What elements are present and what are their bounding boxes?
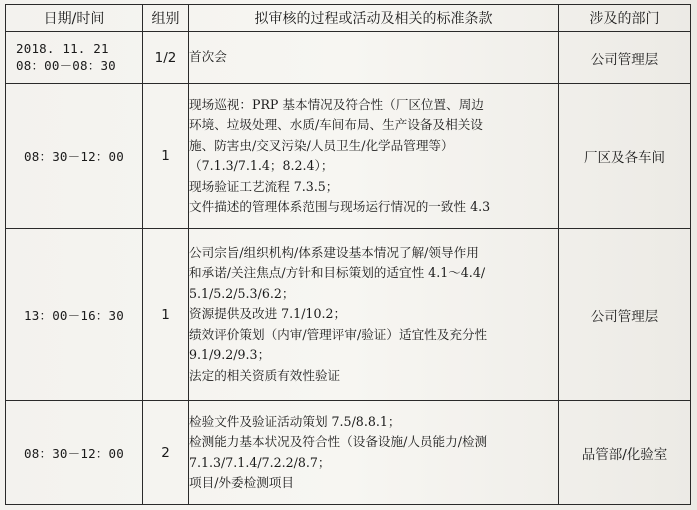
- dept-cell: 公司管理层: [559, 32, 691, 84]
- content-line: 公司宗旨/组织机构/体系建设基本情况了解/领导作用: [189, 244, 479, 260]
- dept-cell: 品管部/化验室: [559, 401, 691, 505]
- content-line: 9.1/9.2/9.3；: [189, 347, 271, 363]
- group-cell: 1: [143, 84, 189, 229]
- dept-cell: 厂区及各车间: [559, 84, 691, 229]
- time-cell: [6, 32, 143, 84]
- header-row: [6, 5, 691, 32]
- content-line: 首次会: [189, 49, 227, 65]
- content-line: 5.1/5.2/5.3/6.2；: [189, 285, 295, 301]
- header-content: 拟审核的过程或活动及相关的标准条款: [189, 5, 559, 32]
- content-cell: [189, 229, 559, 401]
- content-cell: [189, 32, 559, 84]
- content-line: 检测能力基本状况及符合性（设备设施/人员能力/检测: [189, 434, 488, 449]
- table-row: [6, 84, 691, 229]
- content-line: 法定的相关资质有效性验证: [189, 367, 341, 383]
- time-date: 2018. 11. 21: [16, 41, 109, 56]
- content-line: 绩效评价策划（内审/管理评审/验证）适宜性及充分性: [189, 326, 488, 342]
- header-time: 日期/时间: [6, 5, 143, 32]
- time-cell: [6, 84, 143, 229]
- time-cell: [6, 401, 143, 505]
- time-range: 08：30－12：00: [24, 149, 124, 164]
- content-line: 检验文件及验证活动策划 7.5/8.8.1；: [189, 413, 401, 429]
- content-line: 项目/外委检测项目: [189, 475, 294, 490]
- time-range: 08：00－08：30: [16, 58, 116, 73]
- table-row: [6, 401, 691, 505]
- content-line: 和承诺/关注焦点/方针和目标策划的适宜性 4.1～4.4/: [189, 265, 486, 281]
- header-group: 组别: [143, 5, 189, 32]
- dept-cell: 公司管理层: [559, 229, 691, 401]
- time-range: 08：30－12：00: [24, 445, 124, 461]
- time-cell: [6, 229, 143, 401]
- header-dept: 涉及的部门: [559, 5, 691, 32]
- group-cell: 2: [143, 401, 189, 505]
- content-line: 7.1.3/7.1.4/7.2.2/8.7；: [189, 454, 331, 470]
- content-line: 资源提供及改进 7.1/10.2；: [189, 306, 347, 322]
- content-line: 施、防害虫/交叉污染/人员卫生/化学品管理等）: [189, 137, 454, 153]
- content-cell: [189, 401, 559, 505]
- content-line: 现场验证工艺流程 7.3.5；: [189, 178, 339, 194]
- table-row: [6, 32, 691, 84]
- content-line: （7.1.3/7.1.4；8.2.4）；: [189, 158, 334, 173]
- content-line: 现场巡视：PRP 基本情况及符合性（厂区位置、周边: [189, 96, 484, 112]
- time-range: 13：00－16：30: [24, 307, 124, 323]
- group-cell: 1/2: [143, 32, 189, 84]
- table-row: [6, 229, 691, 401]
- content-line: 文件描述的管理体系范围与现场运行情况的一致性 4.3: [189, 199, 491, 214]
- content-cell: [189, 84, 559, 229]
- content-line: 环境、垃圾处理、水质/车间布局、生产设备及相关设: [189, 117, 483, 132]
- audit-plan-table: [5, 4, 691, 505]
- group-cell: 1: [143, 229, 189, 401]
